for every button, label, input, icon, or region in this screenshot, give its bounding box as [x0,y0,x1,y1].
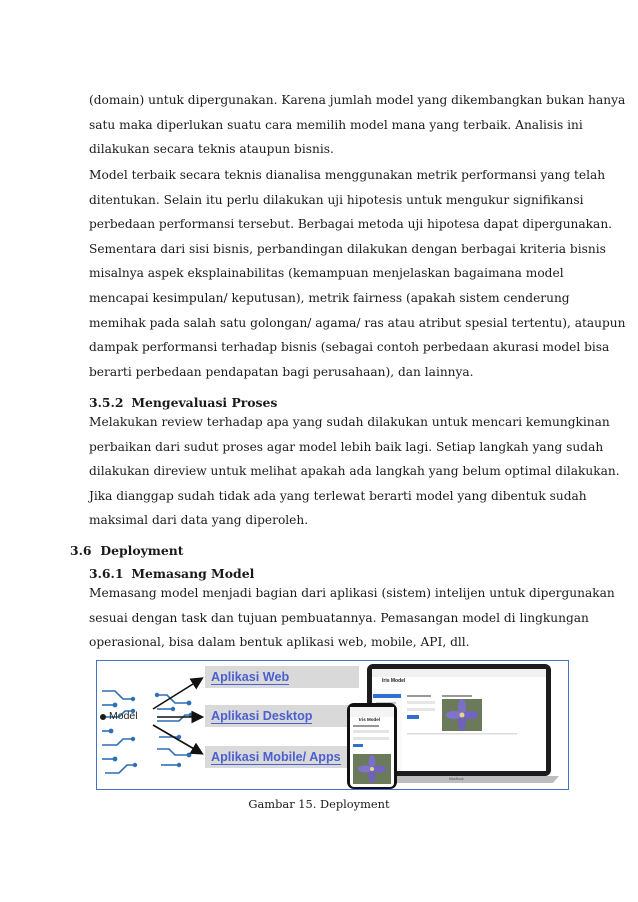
text-line: Memasang model menjadi bagian dari aplikasi (sistem) intelijen untuk dipergunakan [89,586,615,600]
text-line: mencapai kesimpulan/ keputusan), metrik fairness (apakah sistem cenderung [89,290,570,305]
app-web-text: Aplikasi Web [211,670,290,684]
app-mobile-text: Aplikasi Mobile/ Apps [211,750,341,764]
text-line: perbedaan performansi tersebut. Berbagai metoda uji hipotesa dapat dipergunakan. [89,217,613,232]
text-line: dilakukan secara teknis ataupun bisnis. [89,142,334,157]
text-line: dampak performansi terhadap bisnis (sebagai contoh perbedaan akurasi model bisa [89,340,610,355]
circuit-lines-left [102,691,133,773]
circuit-nodes-left [109,697,138,767]
heading-number: 3.6 [70,543,92,558]
text-line: Jika dianggap sudah tidak ada yang terlewat berarti model yang dibentuk sudah [89,488,587,503]
heading-number: 3.5.2 [89,395,124,410]
text-line: Melakukan review terhadap apa yang sudah dilakukan untuk mencari kemungkinan [89,415,610,429]
paragraph-evaluate-process [89,410,620,533]
section-heading-3-6 [70,543,184,558]
text-line: maksimal dari data yang diperoleh. [89,513,309,528]
figure-caption: Gambar 15. Deployment [248,797,390,811]
text-line: satu maka diperlukan suatu cara memilih model mana yang terbaik. Analisis ini [89,117,583,132]
text-line: ditentukan. Selain itu perlu dilakukan uji hipotesis untuk mengukur signifikansi [89,192,584,207]
text-line: operasional, bisa dalam bentuk aplikasi web, mobile, API, dll. [89,635,470,650]
app-desktop-label [205,705,359,727]
section-heading-3-6-1 [89,566,254,581]
deployment-arrows [153,679,201,753]
arrow-to-web [153,679,201,709]
heading-title: Mengevaluasi Proses [131,395,278,410]
phone-app-title: Iris Model [359,717,381,722]
section-heading-3-5-2 [89,395,277,410]
heading-title: Deployment [100,543,184,558]
text-line: memihak pada salah satu golongan/ agama/ ras atau atribut spesial tertentu), ataupun [89,315,626,330]
text-line: (domain) untuk dipergunakan. Karena jumlah model yang dikembangkan bukan hanya [89,93,626,107]
app-mobile-label [205,746,359,768]
text-line: perbaikan dari sudut proses agar model lebih baik lagi. Setiap langkah yang sudah [89,439,604,454]
heading-number: 3.6.1 [89,566,124,581]
text-line: sesuai dengan task dan tujuan pembuatannya. Pemasangan model di lingkungan [89,610,589,625]
text-line: Model terbaik secara teknis dianalisa menggunakan metrik performansi yang telah [89,168,606,182]
paragraph-deploy-model [89,581,615,655]
laptop-app-title: Iris Model [382,678,406,684]
text-line: misalnya aspek eksplainabilitas (kemampuan menjelaskan bagaimana model [89,266,564,281]
model-label: Model [109,710,138,722]
paragraph-domain-intro [89,88,626,162]
text-line: berarti perbedaan pendapatan bagi perusahaan), dan lainnya. [89,364,474,379]
app-web-label [205,666,359,688]
deployment-figure [96,660,569,790]
paragraph-model-analysis [89,163,626,384]
laptop-brand: MacBook [449,777,464,781]
text-line: Sementara dari sisi bisnis, perbandingan dilakukan dengan berbagai kriteria bisnis [89,241,606,256]
text-line: dilakukan direview untuk melihat apakah ada langkah yang belum optimal dilakukan. [89,464,620,479]
app-desktop-text: Aplikasi Desktop [211,709,313,723]
model-bullet [100,714,106,720]
heading-title: Memasang Model [131,566,255,581]
